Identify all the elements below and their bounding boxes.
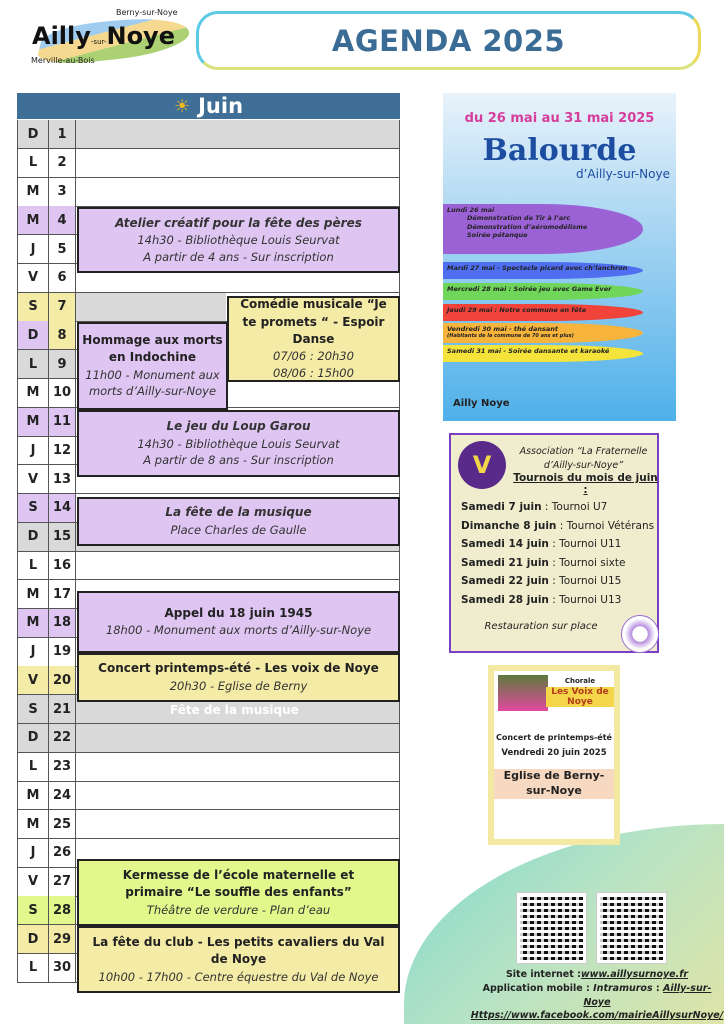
day-row <box>17 120 400 149</box>
weekday-letter: L <box>17 551 49 579</box>
day-row <box>17 149 400 178</box>
chorale-concert: Concert de printemps-été <box>496 733 612 742</box>
restauration-note: Restauration sur place <box>484 621 598 632</box>
chorale-label: Chorale <box>564 677 596 685</box>
weekday-letter: L <box>17 753 49 781</box>
day-number: 25 <box>49 810 76 838</box>
weekday-letter: M <box>17 810 49 838</box>
day-number: 15 <box>49 523 76 551</box>
ribbon-text: Jeudi 29 mai : Notre commune en fête <box>447 306 587 314</box>
weekday-letter: L <box>17 350 49 378</box>
tournoi-item <box>461 501 654 520</box>
day-number: 8 <box>49 321 76 349</box>
day-number: 20 <box>49 666 76 694</box>
day-number: 24 <box>49 781 76 809</box>
tournoi-date: Samedi 7 juin <box>461 501 542 513</box>
day-row <box>17 178 400 207</box>
event-cell <box>76 810 400 838</box>
weekday-letter: V <box>17 465 49 493</box>
event-appel-18-juin: Appel du 18 juin 1945 18h00 - Monument aux morts d’Ailly-sur-Noye <box>77 591 400 653</box>
page-title: AGENDA 2025 <box>331 23 566 58</box>
tournoi-item <box>461 538 654 557</box>
tournoi-item <box>461 520 654 539</box>
balourde-day-ribbon <box>443 323 643 343</box>
ribbon-subtext: Démonstration de Tir à l’arc <box>467 214 571 223</box>
day-number: 11 <box>49 408 76 436</box>
tournois-heading: Tournois du mois de juin : <box>513 472 658 496</box>
weekday-letter: V <box>17 868 49 896</box>
day-number: 23 <box>49 753 76 781</box>
ribbon-text: Samedi 31 mai - Soirée dansante et karaoké <box>447 347 610 355</box>
day-number: 29 <box>49 925 76 953</box>
day-number: 19 <box>49 638 76 666</box>
ribbon-text: Lundi 26 mai <box>447 206 495 214</box>
day-number: 4 <box>49 206 76 234</box>
event-comedie: Comédie musicale “Je te promets “ - Espoir Danse 07/06 : 20h30 08/06 : 15h00 <box>227 296 400 382</box>
month-header <box>17 93 400 119</box>
day-number: 6 <box>49 264 76 292</box>
day-number: 18 <box>49 609 76 637</box>
ribbon-text: Mardi 27 mai - Spectacle picard avec ch’lanchron <box>447 264 628 272</box>
day-number: 21 <box>49 695 76 723</box>
weekday-letter: M <box>17 781 49 809</box>
day-number: 27 <box>49 868 76 896</box>
day-row <box>17 551 400 580</box>
chorale-name: Les Voix de Noye <box>546 687 614 707</box>
weekday-letter: S <box>17 896 49 924</box>
ribbon-subtext: (Habitants de la commune de 70 ans et plus) <box>447 333 574 340</box>
weekday-letter: M <box>17 609 49 637</box>
tournoi-date: Dimanche 8 juin <box>461 519 557 532</box>
balourde-day-ribbon <box>443 304 643 321</box>
day-number: 17 <box>49 580 76 608</box>
weekday-letter: D <box>17 724 49 752</box>
event-hommage: Hommage aux morts en Indochine 11h00 - Monument aux morts d’Ailly-sur-Noye <box>77 322 228 410</box>
event-atelier: Atelier créatif pour la fête des pères 14h30 - Bibliothèque Louis Seurvat A partir de 4 ans - Sur inscription <box>77 207 400 273</box>
day-row <box>17 753 400 782</box>
app-link[interactable]: Ailly-sur-Noye <box>583 982 712 1008</box>
tournoi-date: Samedi 21 juin <box>461 556 549 569</box>
logo-bottom-text: Merville-au-Bois <box>31 56 95 65</box>
day-row <box>17 724 400 753</box>
day-number: 14 <box>49 494 76 522</box>
balourde-day-ribbon <box>443 262 643 279</box>
day-number: 26 <box>49 839 76 867</box>
weekday-letter: S <box>17 293 49 321</box>
poster-subtitle: d’Ailly-sur-Noye <box>575 167 670 181</box>
day-number: 28 <box>49 896 76 924</box>
weekday-letter: S <box>17 494 49 522</box>
day-row <box>17 810 400 839</box>
tournoi-label: : Tournoi U7 <box>541 501 608 513</box>
event-cell <box>76 149 400 177</box>
tournoi-item <box>461 575 654 594</box>
chorale-poster <box>488 665 620 845</box>
tournoi-label: : Tournoi U15 <box>548 575 622 588</box>
event-cell <box>76 753 400 781</box>
event-kermesse: Kermesse de l’école maternelle et primaire “Le souffle des enfants” Théâtre de verdure - Plan d’eau <box>77 859 400 926</box>
event-fete-club: La fête du club - Les petits cavaliers du Val de Noye 10h00 - 17h00 - Centre équestre du Val de Noye <box>77 926 400 993</box>
day-number: 13 <box>49 465 76 493</box>
weekday-letter: D <box>17 523 49 551</box>
ribbon-subtext: Démonstration d’aéromodélisme <box>467 222 588 231</box>
page-title-box <box>196 11 701 70</box>
chorale-venue: Eglise de Berny-sur-Noye <box>494 769 614 799</box>
balourde-poster <box>443 93 676 421</box>
weekday-letter: J <box>17 436 49 464</box>
event-cell <box>76 178 400 206</box>
weekday-letter: S <box>17 695 49 723</box>
website-link[interactable]: www.aillysurnoye.fr <box>580 969 689 980</box>
logo-main-text: Ailly-sur-Noye <box>32 22 175 50</box>
facebook-link[interactable]: Https://www.facebook.com/mairieAillysurNoye/ <box>470 1010 724 1022</box>
day-number: 9 <box>49 350 76 378</box>
tournoi-date: Samedi 22 juin <box>461 575 549 588</box>
balourde-day-ribbon <box>443 345 643 362</box>
weekday-letter: M <box>17 178 49 206</box>
contact-links: Site internet :www.aillysurnoye.fr Application mobile : Intramuros : Ailly-sur-Noye Https://www.facebook.com/mairieAillysurNoye/ <box>470 969 724 1022</box>
choir-photo <box>498 675 548 711</box>
weekday-letter: D <box>17 120 49 148</box>
weekday-letter: L <box>17 149 49 177</box>
tournoi-date: Samedi 28 juin <box>461 593 549 606</box>
weekday-letter: M <box>17 580 49 608</box>
weekday-letter: V <box>17 264 49 292</box>
day-number: 1 <box>49 120 76 148</box>
event-loup-garou: Le jeu du Loup Garou 14h30 - Bibliothèque Louis Seurvat A partir de 8 ans - Sur inscription <box>77 410 400 477</box>
weekday-letter: J <box>17 638 49 666</box>
logo-top-text: Berny-sur-Noye <box>116 8 178 17</box>
weekday-letter: J <box>17 839 49 867</box>
association-name: Association “La Fraternelle d’Ailly-sur-Noye” <box>519 446 648 471</box>
event-cell <box>76 120 400 148</box>
weekday-letter: D <box>17 321 49 349</box>
poster-logo: Ailly Noye <box>453 398 510 409</box>
weekday-letter: V <box>17 666 49 694</box>
event-concert: Concert printemps-été - Les voix de Noye 20h30 - Eglise de Berny <box>77 653 400 702</box>
event-cell <box>76 781 400 809</box>
day-number: 5 <box>49 235 76 263</box>
poster-title: Balourde <box>482 133 637 168</box>
weekday-letter: M <box>17 206 49 234</box>
tournoi-item <box>461 557 654 576</box>
day-number: 22 <box>49 724 76 752</box>
football-icon <box>621 615 659 653</box>
day-number: 12 <box>49 436 76 464</box>
event-cell <box>76 724 400 752</box>
tournoi-item <box>461 594 654 613</box>
balourde-day-ribbon <box>443 204 643 254</box>
qr-code-website[interactable] <box>597 893 666 963</box>
sun-icon: ☀ <box>173 95 191 117</box>
weekday-letter: J <box>17 235 49 263</box>
event-fete-musique: La fête de la musique Place Charles de Gaulle <box>77 497 400 546</box>
tournoi-label: : Tournoi Vétérans <box>556 519 655 532</box>
day-row <box>17 781 400 810</box>
tournoi-label: : Tournoi U13 <box>548 593 622 606</box>
qr-code-intramuros[interactable] <box>517 893 586 963</box>
weekday-letter: D <box>17 925 49 953</box>
day-number: 3 <box>49 178 76 206</box>
day-number: 7 <box>49 293 76 321</box>
tournois-list <box>461 501 654 613</box>
ribbon-subtext: Soirée pétanque <box>467 231 528 240</box>
tournoi-label: : Tournoi sixte <box>548 556 626 569</box>
day-number: 10 <box>49 379 76 407</box>
ribbon-text: Mercredi 28 mai : Soirée jeu avec Game Ever <box>447 285 612 293</box>
weekday-letter: L <box>17 954 49 982</box>
poster-dates: du 26 mai au 31 mai 2025 <box>464 111 655 126</box>
fete-musique-label: Fête de la musique <box>170 703 299 717</box>
fraternelle-box <box>449 433 659 653</box>
ribbon-text: Vendredi 30 mai - thé dansant <box>447 325 558 333</box>
event-cell <box>76 551 400 579</box>
month-title: Juin <box>198 94 244 118</box>
weekday-letter: M <box>17 408 49 436</box>
town-logo <box>28 6 188 68</box>
tournoi-date: Samedi 14 juin <box>461 538 549 551</box>
tournoi-label: : Tournoi U11 <box>548 538 622 551</box>
club-badge-icon: V <box>458 441 506 489</box>
weekday-letter: M <box>17 379 49 407</box>
balourde-day-ribbon <box>443 283 643 300</box>
day-number: 30 <box>49 954 76 982</box>
day-number: 2 <box>49 149 76 177</box>
chorale-date: Vendredi 20 juin 2025 <box>501 748 607 758</box>
day-number: 16 <box>49 551 76 579</box>
